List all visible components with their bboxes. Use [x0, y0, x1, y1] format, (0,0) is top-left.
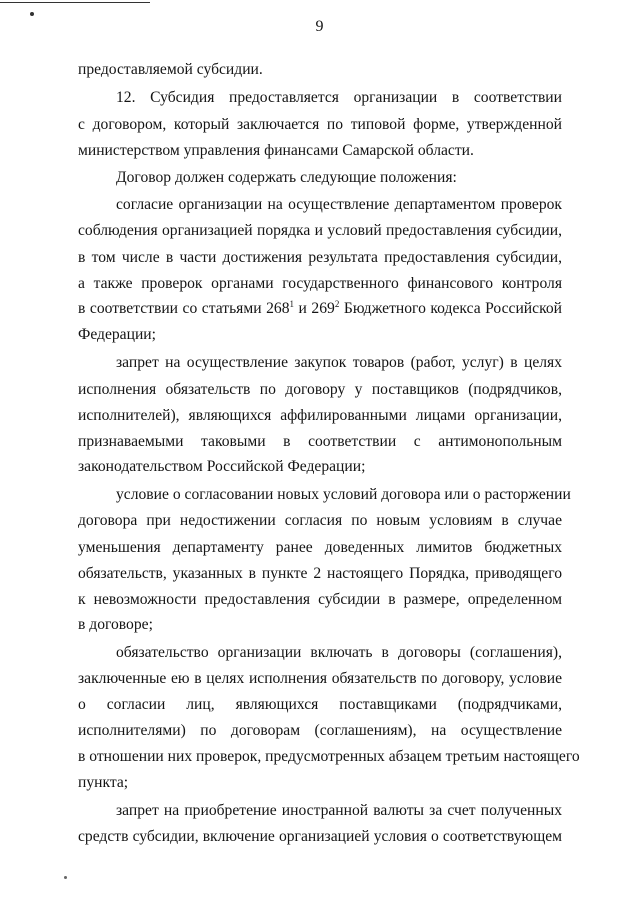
superscript: 1 [289, 299, 294, 309]
text-line: условие о согласовании новых условий договора или о расторжении [116, 486, 571, 503]
text-fragment: в соответствии со статьями 268 [78, 300, 290, 317]
text-line: согласие организации на осуществление департаментом проверок [116, 196, 562, 213]
text-fragment: и 269 [294, 300, 335, 317]
text-line: министерством управления финансами Самарской области. [78, 142, 474, 159]
text-line: договора при недостижении согласия по новым условиям в случае [78, 512, 562, 529]
text-line: пункта; [78, 774, 129, 791]
text-line: о согласии лиц, являющихся поставщиками (подрядчиками, [78, 696, 562, 713]
text-line: исполнения обязательств по договору у поставщиков (подрядчиков, [78, 381, 562, 398]
text-line: с договором, который заключается по типовой форме, утвержденной [78, 116, 562, 133]
text-line: к невозможности предоставления субсидии в размере, определенном [78, 591, 562, 608]
scan-edge-mark-short [30, 12, 34, 16]
scan-edge-mark [0, 2, 150, 3]
text-fragment: Бюджетного кодекса Российской [339, 300, 562, 317]
text-line: признаваемыми таковыми в соответствии с антимонопольным [78, 433, 562, 450]
text-line: обязательств, указанных в пункте 2 настоящего Порядка, приводящего [78, 565, 562, 582]
text-line: в отношении них проверок, предусмотренных абзацем третьим настоящего [78, 748, 580, 765]
scan-speck [64, 876, 67, 879]
superscript: 2 [334, 299, 340, 309]
text-line: уменьшения департаменту ранее доведенных лимитов бюджетных [78, 539, 562, 556]
text-line: в договоре; [78, 616, 153, 633]
text-line: запрет на приобретение иностранной валюты за счет полученных [116, 802, 562, 819]
page-number: 9 [315, 18, 324, 35]
text-line: заключенные ею в целях исполнения обязательств по договору, условие [78, 670, 562, 687]
text-line: запрет на осуществление закупок товаров (работ, услуг) в целях [116, 354, 562, 371]
text-line: средств субсидии, включение организацией условия о соответствующем [78, 828, 562, 845]
text-line: в том числе в части достижения результата предоставления субсидии, [78, 249, 562, 266]
text-line: а также проверок органами государственного финансового контроля [78, 275, 562, 292]
text-line [78, 299, 562, 319]
text-line: соблюдения организацией порядка и условий предоставления субсидии, [78, 222, 562, 239]
text-line: предоставляемой субсидии. [78, 61, 263, 78]
text-line: исполнителями) по договорам (соглашениям), на осуществление [78, 722, 562, 739]
text-line: исполнителей), являющихся аффилированными лицами организации, [78, 407, 562, 424]
text-line: законодательством Российской Федерации; [78, 458, 366, 475]
text-line: обязательство организации включать в договоры (соглашения), [116, 644, 562, 661]
text-line: Федерации; [78, 326, 156, 343]
text-line: Договор должен содержать следующие положения: [116, 169, 457, 186]
text-line: 12. Субсидия предоставляется организации в соответствии [116, 89, 562, 106]
